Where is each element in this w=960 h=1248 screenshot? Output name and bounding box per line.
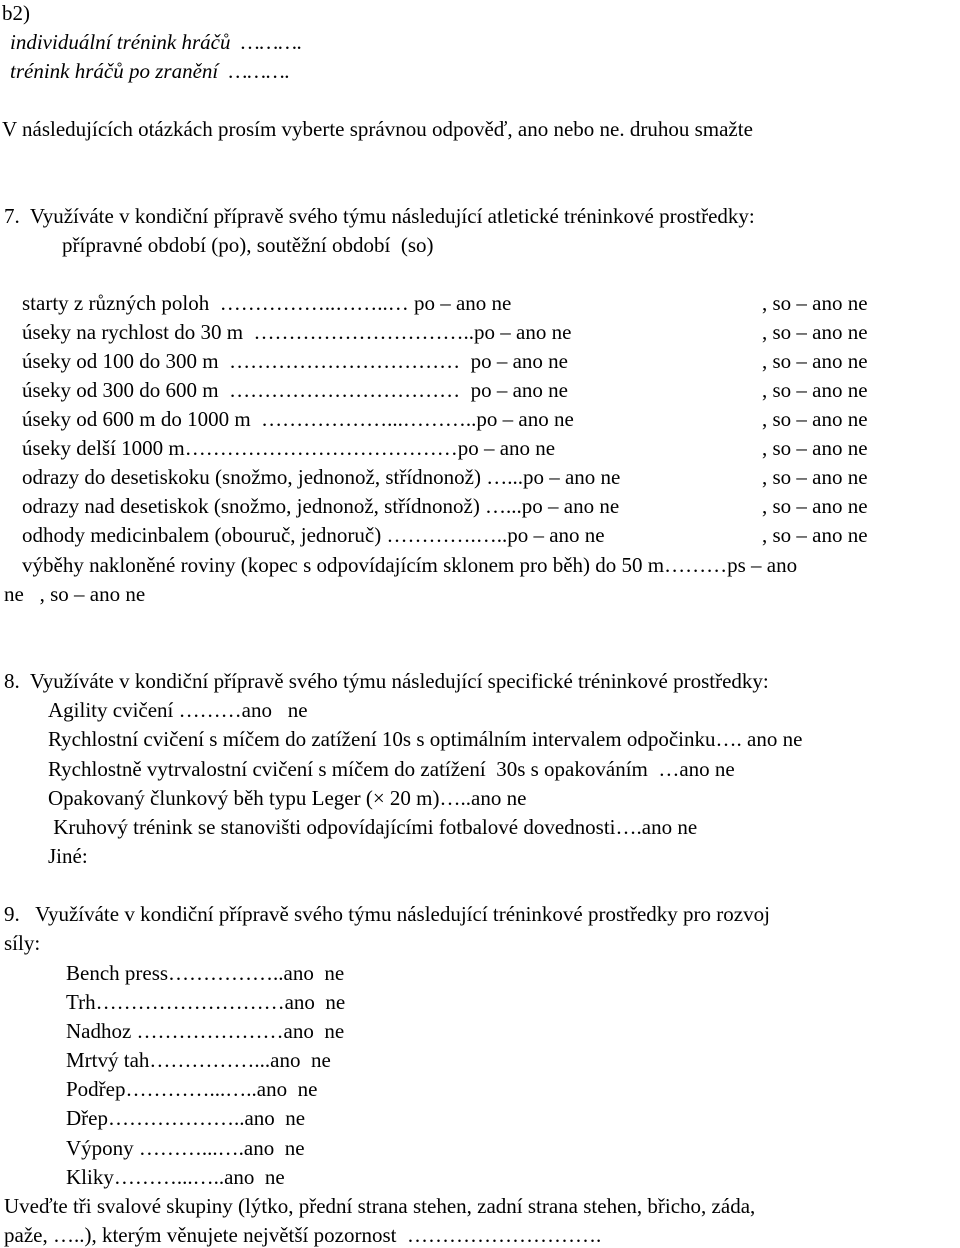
q8-item: Opakovaný člunkový běh typu Leger (× 20 m)…..ano ne [48, 786, 527, 810]
q8-item: Kruhový trénink se stanovišti odpovídajícími fotbalové dovednosti….ano ne [48, 815, 698, 839]
q7-item-label: úseky delší 1000 m…………………………………po – ano ne [22, 436, 556, 460]
q7-last-item: výběhy nakloněné roviny (kopec s odpovídajícím sklonem pro běh) do 50 m………ps – ano [22, 553, 798, 577]
q7-item-so: , so – ano ne [762, 436, 868, 460]
q7-item-so: , so – ano ne [762, 494, 868, 518]
q9-footer: Uveďte tři svalové skupiny (lýtko, přední strana stehen, zadní strana stehen, břicho, záda, [4, 1194, 756, 1218]
q9-item: Nadhoz …………………ano ne [66, 1019, 345, 1043]
q8-item: Agility cvičení ………ano ne [48, 698, 308, 722]
q7-item-so: , so – ano ne [762, 378, 868, 402]
q9-title-continued: síly: [4, 931, 41, 955]
q9-item: Mrtvý tah……………...ano ne [66, 1048, 331, 1072]
q7-item-so: , so – ano ne [762, 523, 868, 547]
q7-item-label: úseky na rychlost do 30 m …………………………..po – ano ne [22, 320, 572, 344]
q9-item: Podřep…………...…..ano ne [66, 1077, 318, 1101]
q7-title: 7. Využíváte v kondiční přípravě svého týmu následující atletické tréninkové prostředky: [4, 204, 755, 228]
q7-item-label: odhody medicinbalem (obouruč, jednoruč) ………….…..po – ano ne [22, 523, 605, 547]
q7-item-so: , so – ano ne [762, 349, 868, 373]
q7-item-so: , so – ano ne [762, 291, 868, 315]
q9-item: Dřep………………..ano ne [66, 1106, 306, 1130]
q7-item-label: úseky od 600 m do 1000 m ………………...………..po – ano ne [22, 407, 574, 431]
q7-subtitle: přípravné období (po), soutěžní období (so) [62, 233, 434, 257]
q9-item: Výpony ………...….ano ne [66, 1136, 305, 1160]
option-injury-training: trénink hráčů po zranění ………. [10, 59, 290, 83]
q7-item-label: úseky od 100 do 300 m …………………………… po – ano ne [22, 349, 568, 373]
q8-title: 8. Využíváte v kondiční přípravě svého týmu následující specifické tréninkové prostředky: [4, 669, 769, 693]
q9-item: Bench press……………..ano ne [66, 961, 345, 985]
q7-item-label: starty z různých poloh ……………..……..… po – ano ne [22, 291, 512, 315]
q7-item-so: , so – ano ne [762, 320, 868, 344]
q7-item-so: , so – ano ne [762, 407, 868, 431]
section-label: b2) [2, 1, 30, 25]
q9-item: Trh………………………ano ne [66, 990, 346, 1014]
q7-last-item-continued: ne , so – ano ne [4, 582, 146, 606]
q8-item: Rychlostně vytrvalostní cvičení s míčem do zatížení 30s s opakováním …ano ne [48, 757, 735, 781]
q8-item: Jiné: [48, 844, 88, 868]
q7-item-label: odrazy nad desetiskok (snožmo, jednonož, střídnonož) …...po – ano ne [22, 494, 620, 518]
q7-item-label: úseky od 300 do 600 m …………………………… po – ano ne [22, 378, 568, 402]
q9-title: 9. Využíváte v kondiční přípravě svého týmu následující tréninkové prostředky pro rozvoj [4, 902, 770, 926]
q9-item: Kliky………...…..ano ne [66, 1165, 285, 1189]
q7-item-so: , so – ano ne [762, 465, 868, 489]
q9-footer-continued: paže, …..), kterým věnujete největší pozornost ………………………. [4, 1223, 602, 1247]
q7-item-label: odrazy do desetiskoku (snožmo, jednonož, střídnonož) …...po – ano ne [22, 465, 621, 489]
option-individual-training: individuální trénink hráčů ………. [10, 30, 303, 54]
q8-item: Rychlostní cvičení s míčem do zatížení 10s s optimálním intervalem odpočinku…. ano ne [48, 727, 803, 751]
instruction-text: V následujících otázkách prosím vyberte správnou odpověď, ano nebo ne. druhou smažte [2, 117, 753, 141]
